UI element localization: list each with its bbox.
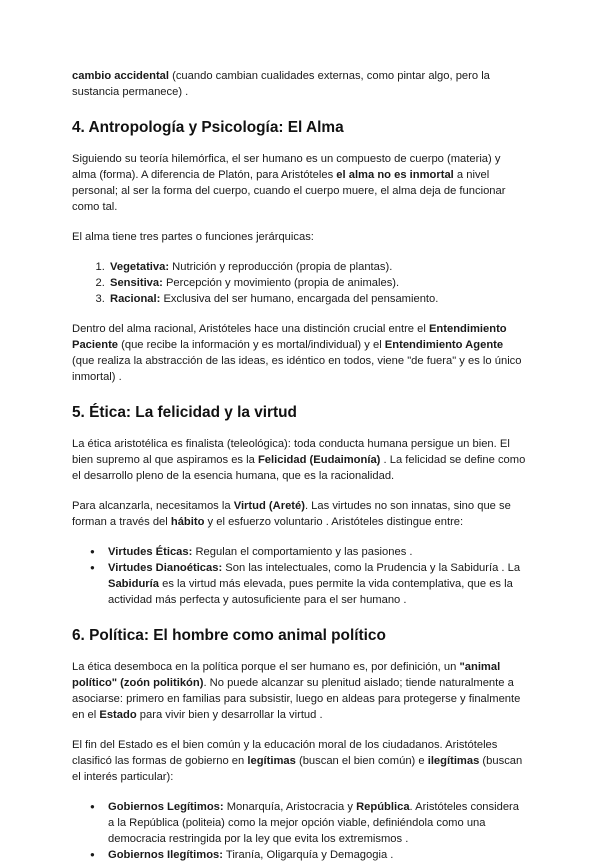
list-item: 1. Vegetativa: Nutrición y reproducción (propia de plantas). [108,259,526,275]
list-item: 3. Racional: Exclusiva del ser humano, encargada del pensamiento. [108,291,526,307]
section-4-paragraph-1: Siguiendo su teoría hilemórfica, el ser humano es un compuesto de cuerpo (materia) y alma (forma). A diferencia de Platón, para Aristóteles el alma no es inmortal a nivel personal; al ser la forma del cuerpo, cuando el cuerpo muere, el alma deja de funcionar como tal. [72,153,506,213]
section-5-paragraph-2: Para alcanzarla, necesitamos la Virtud (Areté). Las virtudes no son innatas, sino que se forman a través del hábito y el esfuerzo voluntario . Aristóteles distingue entre: [72,500,511,528]
term-cambio-accidental: cambio accidental [72,70,169,82]
list-item: ● Virtudes Éticas: Regulan el comportamiento y las pasiones . [108,544,526,560]
list-item: ● Virtudes Dianoéticas: Son las intelectuales, como la Prudencia y la Sabiduría . La Sabiduría es la virtud más elevada, pues permite la vida contemplativa, que es la actividad más perfecta y autosuficiente para el ser humano . [108,560,526,608]
list-item: ● Gobiernos Ilegítimos: Tiranía, Oligarquía y Demagogia . [108,847,526,863]
section-6-paragraph-2: El fin del Estado es el bien común y la educación moral de los ciudadanos. Aristóteles clasificó las formas de gobierno en legítimas (buscan el bien común) e ilegítimas (buscan el interés particular): [72,739,523,783]
section-5-paragraph-1: La ética aristotélica es finalista (teleológica): toda conducta humana persigue un bien. El bien supremo al que aspiramos es la Felicidad (Eudaimonía) . La felicidad se define como el desarrollo pleno de la esencia humana, que es la racionalidad. [72,438,526,482]
list-item: ● Gobiernos Legítimos: Monarquía, Aristocracia y República. Aristóteles considera a la República (politeia) como la mejor opción viable, definiéndola como una democracia restringida por la ley que evita los extremismos . [108,799,526,847]
section-4-paragraph-3: Dentro del alma racional, Aristóteles hace una distinción crucial entre el Entendimiento Paciente (que recibe la información y es mortal/individual) y el Entendimiento Agente (que realiza la abstracción de las ideas, es idéntico en todos, viene "de fuera" y es lo único inmortal) . [72,323,522,383]
section-5-heading: 5. Ética: La felicidad y la virtud [72,404,297,421]
list-item: 2. Sensitiva: Percepción y movimiento (propia de animales). [108,275,526,291]
government-forms-list [72,799,526,863]
section-4-heading: 4. Antropología y Psicología: El Alma [72,119,344,136]
intro-paragraph: cambio accidental (cuando cambian cualidades externas, como pintar algo, pero la sustancia permanece) . [72,70,490,98]
section-6-paragraph-1: La ética desemboca en la política porque el ser humano es, por definición, un "animal político" (zoón politikón). No puede alcanzar su plenitud aislado; tiende naturalmente a asociarse: primero en familias para subsistir, luego en aldeas para protegerse y finalmente en el Estado para vivir bien y desarrollar la virtud . [72,661,521,721]
section-4-paragraph-2: El alma tiene tres partes o funciones jerárquicas: [72,231,314,243]
soul-parts-list [72,259,526,307]
section-6-heading: 6. Política: El hombre como animal político [72,627,386,644]
virtues-list [72,544,526,608]
